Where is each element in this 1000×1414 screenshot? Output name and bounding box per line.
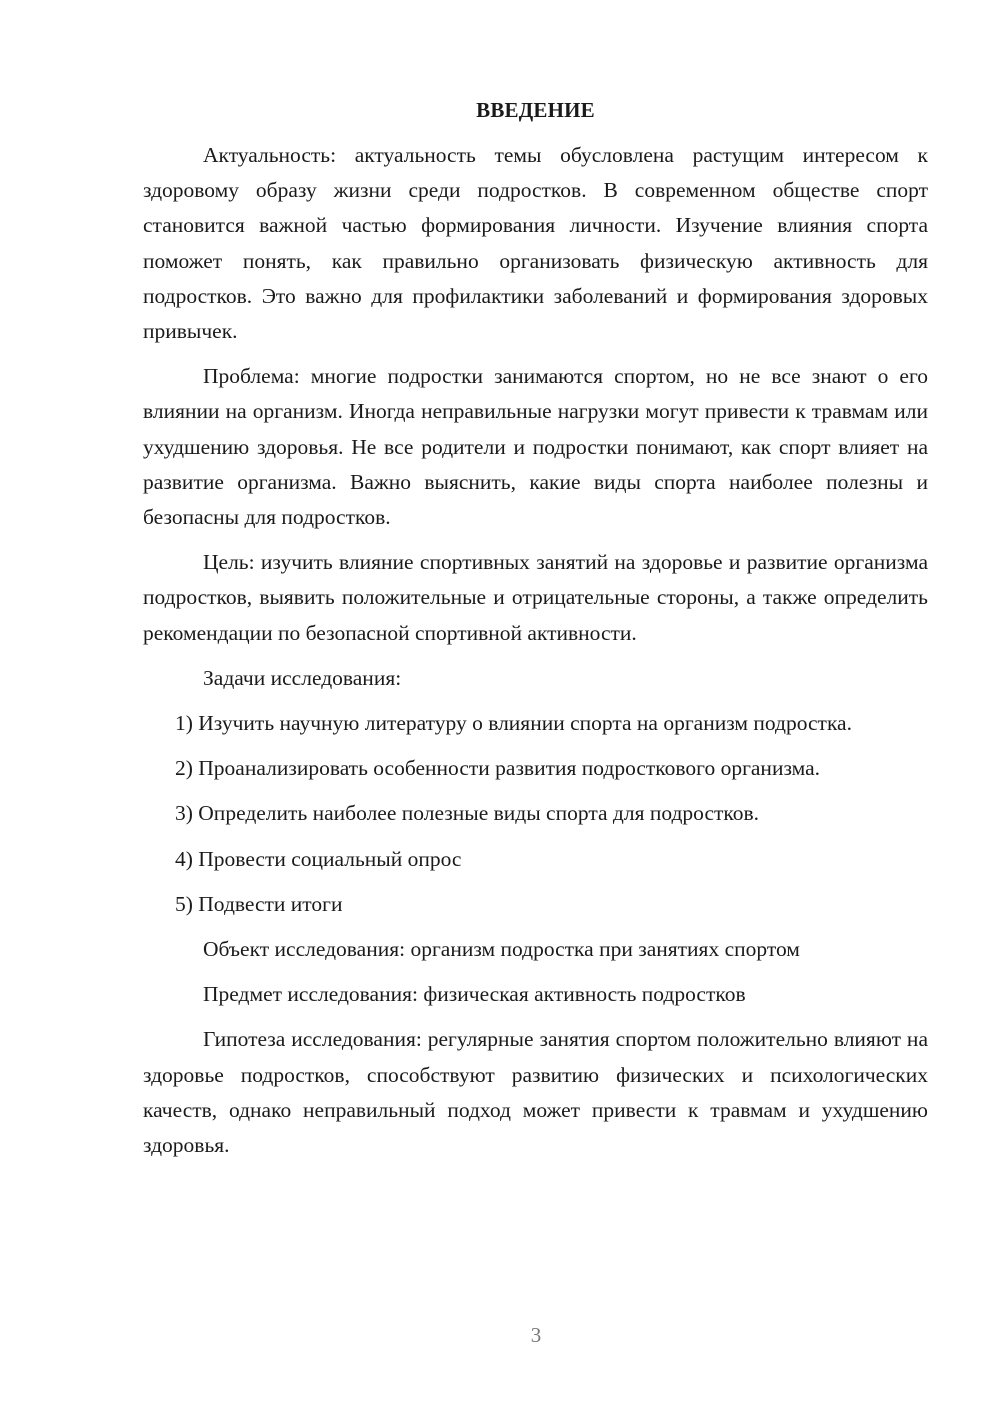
object-paragraph: Объект исследования: организм подростка при занятиях спортом xyxy=(203,937,800,962)
problem-paragraph: Проблема: многие подростки занимаются спортом, но не все знают о его влиянии на организм. Иногда неправильные нагрузки могут привести к травмам или ухудшению здоровья. Не все родители и подростки понимают, как спорт влияет на развитие организма. Важно выяснить, какие виды спорта наиболее полезны и безопасны для подростков. xyxy=(143,364,928,530)
task-item: 5) Подвести итоги xyxy=(175,891,343,916)
document-page xyxy=(143,92,928,1173)
hypothesis-paragraph: Гипотеза исследования: регулярные занятия спортом положительно влияют на здоровье подростков, способствуют развитию физических и психологических качеств, однако неправильный подход может привести к травмам и ухудшению здоровья. xyxy=(143,1027,928,1158)
tasks-heading: Задачи исследования: xyxy=(203,665,402,690)
goal-paragraph: Цель: изучить влияние спортивных занятий на здоровье и развитие организма подростков, выявить положительные и отрицательные стороны, а также определить рекомендации по безопасной спортивной активности. xyxy=(143,550,928,645)
page-number: 3 xyxy=(530,1323,542,1347)
task-item: 1) Изучить научную литературу о влиянии спорта на организм подростка. xyxy=(175,711,852,736)
relevance-paragraph: Актуальность: актуальность темы обусловлена растущим интересом к здоровому образу жизни среди подростков. В современном обществе спорт становится важной частью формирования личности. Изучение влияния спорта поможет понять, как правильно организовать физическую активность для подростков. Это важно для профилактики заболеваний и формирования здоровых привычек. xyxy=(143,143,928,344)
task-item: 4) Провести социальный опрос xyxy=(175,846,462,871)
task-item: 3) Определить наиболее полезные виды спорта для подростков. xyxy=(175,801,760,826)
tasks-list xyxy=(143,706,928,922)
task-item: 2) Проанализировать особенности развития подросткового организма. xyxy=(175,756,821,781)
section-title: ВВЕДЕНИЕ xyxy=(476,98,595,122)
subject-paragraph: Предмет исследования: физическая активность подростков xyxy=(203,982,746,1007)
